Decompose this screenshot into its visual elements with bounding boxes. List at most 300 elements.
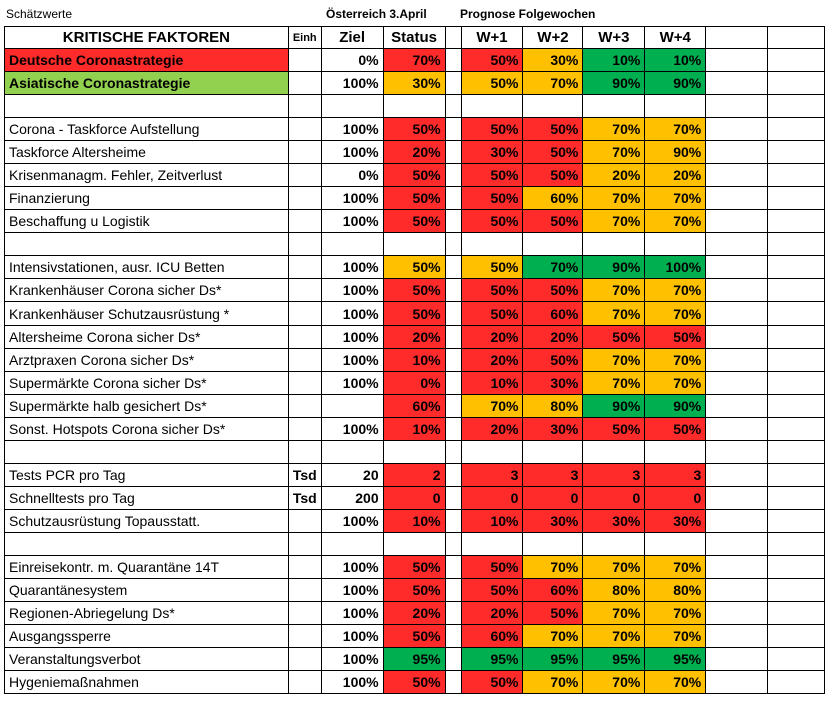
unit-cell	[288, 210, 321, 233]
status-cell: 50%	[383, 118, 445, 141]
status-cell: 95%	[383, 648, 445, 671]
target-cell: 100%	[321, 326, 383, 349]
factor-name: Quarantänesystem	[5, 579, 289, 602]
blank-cell	[523, 233, 583, 256]
extra-cell	[706, 579, 768, 602]
week-2-cell: 20%	[523, 326, 583, 349]
extra-cell	[706, 326, 768, 349]
week-3-cell: 90%	[583, 395, 645, 418]
extra-cell	[706, 279, 768, 302]
extra-cell	[768, 118, 825, 141]
week-2-cell: 70%	[523, 556, 583, 579]
blank-cell	[768, 441, 825, 464]
week-4-cell: 0	[645, 487, 706, 510]
week-4-cell: 90%	[645, 72, 706, 95]
factor-name: Tests PCR pro Tag	[5, 464, 289, 487]
header-target: Ziel	[321, 27, 383, 49]
spacer-cell	[445, 118, 461, 141]
table-row	[5, 279, 825, 302]
status-cell: 20%	[383, 326, 445, 349]
extra-cell	[706, 602, 768, 625]
header-factors: KRITISCHE FAKTOREN	[5, 27, 289, 49]
status-cell: 50%	[383, 556, 445, 579]
spacer-cell	[445, 418, 461, 441]
table-row	[5, 464, 825, 487]
extra-cell	[768, 510, 825, 533]
blank-cell	[768, 233, 825, 256]
blank-cell	[706, 533, 768, 556]
week-1-cell: 50%	[461, 279, 523, 302]
spacer-cell	[445, 210, 461, 233]
blank-cell	[445, 95, 461, 118]
week-2-cell: 50%	[523, 141, 583, 164]
week-2-cell: 60%	[523, 302, 583, 326]
unit-cell	[288, 164, 321, 187]
table-row	[5, 164, 825, 187]
extra-cell	[768, 279, 825, 302]
week-3-cell: 70%	[583, 118, 645, 141]
extra-cell	[706, 372, 768, 395]
unit-cell: Tsd	[288, 464, 321, 487]
spacer-cell	[445, 602, 461, 625]
week-4-cell: 70%	[645, 187, 706, 210]
status-cell: 50%	[383, 187, 445, 210]
table-row	[5, 49, 825, 72]
table-row	[5, 487, 825, 510]
header-week-2: W+2	[523, 27, 583, 49]
status-cell: 0	[383, 487, 445, 510]
spacer-cell	[445, 349, 461, 372]
target-cell	[321, 395, 383, 418]
header-spacer	[445, 27, 461, 49]
target-cell: 100%	[321, 279, 383, 302]
extra-cell	[768, 49, 825, 72]
week-3-cell: 0	[583, 487, 645, 510]
target-cell: 100%	[321, 302, 383, 326]
unit-cell	[288, 418, 321, 441]
target-cell: 100%	[321, 349, 383, 372]
table-row	[5, 118, 825, 141]
extra-cell	[706, 487, 768, 510]
target-cell: 0%	[321, 164, 383, 187]
unit-cell	[288, 510, 321, 533]
target-cell: 100%	[321, 72, 383, 95]
unit-cell	[288, 602, 321, 625]
target-cell: 100%	[321, 210, 383, 233]
week-2-cell: 70%	[523, 671, 583, 694]
table-row	[5, 72, 825, 95]
week-4-cell: 90%	[645, 141, 706, 164]
unit-cell	[288, 72, 321, 95]
extra-cell	[706, 671, 768, 694]
spacer-cell	[445, 141, 461, 164]
week-2-cell: 30%	[523, 510, 583, 533]
week-1-cell: 50%	[461, 164, 523, 187]
header-row	[5, 27, 825, 49]
table-row	[5, 326, 825, 349]
status-cell: 2	[383, 464, 445, 487]
target-cell: 100%	[321, 256, 383, 279]
factors-table	[4, 26, 825, 694]
week-1-cell: 20%	[461, 349, 523, 372]
blank-row	[5, 533, 825, 556]
unit-cell	[288, 326, 321, 349]
extra-cell	[706, 72, 768, 95]
blank-cell	[5, 533, 289, 556]
week-1-cell: 60%	[461, 625, 523, 648]
week-3-cell: 70%	[583, 372, 645, 395]
factor-name: Veranstaltungsverbot	[5, 648, 289, 671]
status-cell: 50%	[383, 164, 445, 187]
target-cell: 20	[321, 464, 383, 487]
week-1-cell: 50%	[461, 302, 523, 326]
week-4-cell: 70%	[645, 671, 706, 694]
header-extra-1	[706, 27, 768, 49]
extra-cell	[706, 210, 768, 233]
table-row	[5, 210, 825, 233]
spacer-cell	[445, 487, 461, 510]
header-week-4: W+4	[645, 27, 706, 49]
blank-cell	[383, 95, 445, 118]
spacer-cell	[445, 464, 461, 487]
blank-cell	[461, 95, 523, 118]
week-4-cell: 10%	[645, 49, 706, 72]
status-cell: 60%	[383, 395, 445, 418]
factor-name: Taskforce Altersheime	[5, 141, 289, 164]
blank-cell	[321, 533, 383, 556]
extra-cell	[768, 579, 825, 602]
spacer-cell	[445, 72, 461, 95]
factor-name: Schnelltests pro Tag	[5, 487, 289, 510]
table-row	[5, 256, 825, 279]
blank-cell	[461, 441, 523, 464]
week-2-cell: 50%	[523, 349, 583, 372]
caption-forecast: Prognose Folgewochen	[460, 7, 596, 21]
extra-cell	[768, 256, 825, 279]
unit-cell: Tsd	[288, 487, 321, 510]
week-1-cell: 30%	[461, 141, 523, 164]
week-2-cell: 50%	[523, 118, 583, 141]
week-3-cell: 95%	[583, 648, 645, 671]
week-1-cell: 0	[461, 487, 523, 510]
blank-cell	[321, 233, 383, 256]
week-3-cell: 90%	[583, 256, 645, 279]
blank-cell	[445, 441, 461, 464]
week-4-cell: 70%	[645, 372, 706, 395]
blank-cell	[645, 441, 706, 464]
spacer-cell	[445, 256, 461, 279]
extra-cell	[706, 49, 768, 72]
status-cell: 50%	[383, 671, 445, 694]
extra-cell	[768, 464, 825, 487]
status-cell: 0%	[383, 372, 445, 395]
target-cell: 0%	[321, 49, 383, 72]
factor-name: Finanzierung	[5, 187, 289, 210]
extra-cell	[768, 602, 825, 625]
factor-name: Ausgangssperre	[5, 625, 289, 648]
blank-cell	[583, 533, 645, 556]
factor-name: Sonst. Hotspots Corona sicher Ds*	[5, 418, 289, 441]
table-row	[5, 302, 825, 326]
blank-cell	[768, 533, 825, 556]
caption-estimates: Schätzwerte	[6, 7, 73, 21]
week-2-cell: 70%	[523, 625, 583, 648]
blank-cell	[706, 95, 768, 118]
status-cell: 50%	[383, 210, 445, 233]
caption-country-date: Österreich 3.April	[326, 7, 427, 21]
blank-cell	[645, 95, 706, 118]
week-2-cell: 50%	[523, 279, 583, 302]
week-4-cell: 70%	[645, 602, 706, 625]
blank-cell	[645, 533, 706, 556]
unit-cell	[288, 187, 321, 210]
unit-cell	[288, 579, 321, 602]
week-2-cell: 70%	[523, 256, 583, 279]
week-3-cell: 70%	[583, 141, 645, 164]
spacer-cell	[445, 372, 461, 395]
table-row	[5, 349, 825, 372]
week-3-cell: 3	[583, 464, 645, 487]
week-2-cell: 50%	[523, 164, 583, 187]
table-row	[5, 372, 825, 395]
blank-cell	[583, 441, 645, 464]
factor-name: Corona - Taskforce Aufstellung	[5, 118, 289, 141]
unit-cell	[288, 256, 321, 279]
caption-bar	[0, 0, 825, 26]
status-cell: 10%	[383, 349, 445, 372]
factor-name: Hygeniemaßnahmen	[5, 671, 289, 694]
blank-cell	[645, 233, 706, 256]
status-cell: 70%	[383, 49, 445, 72]
extra-cell	[768, 625, 825, 648]
header-status: Status	[383, 27, 445, 49]
blank-cell	[461, 233, 523, 256]
unit-cell	[288, 395, 321, 418]
week-3-cell: 70%	[583, 279, 645, 302]
week-3-cell: 70%	[583, 349, 645, 372]
factor-name: Supermärkte halb gesichert Ds*	[5, 395, 289, 418]
blank-cell	[445, 533, 461, 556]
factor-name: Regionen-Abriegelung Ds*	[5, 602, 289, 625]
spacer-cell	[445, 579, 461, 602]
extra-cell	[768, 302, 825, 326]
extra-cell	[768, 349, 825, 372]
blank-cell	[523, 95, 583, 118]
table-row	[5, 671, 825, 694]
unit-cell	[288, 302, 321, 326]
blank-cell	[5, 233, 289, 256]
week-3-cell: 30%	[583, 510, 645, 533]
week-3-cell: 70%	[583, 625, 645, 648]
target-cell: 100%	[321, 118, 383, 141]
week-1-cell: 20%	[461, 418, 523, 441]
week-4-cell: 20%	[645, 164, 706, 187]
week-4-cell: 30%	[645, 510, 706, 533]
factor-name: Intensivstationen, ausr. ICU Betten	[5, 256, 289, 279]
target-cell: 100%	[321, 648, 383, 671]
spacer-cell	[445, 49, 461, 72]
week-1-cell: 50%	[461, 256, 523, 279]
week-3-cell: 50%	[583, 326, 645, 349]
blank-cell	[288, 233, 321, 256]
extra-cell	[768, 487, 825, 510]
week-2-cell: 60%	[523, 579, 583, 602]
week-2-cell: 50%	[523, 602, 583, 625]
spacer-cell	[445, 187, 461, 210]
table-row	[5, 141, 825, 164]
extra-cell	[768, 418, 825, 441]
unit-cell	[288, 671, 321, 694]
extra-cell	[768, 187, 825, 210]
table-row	[5, 602, 825, 625]
blank-cell	[706, 233, 768, 256]
table-row	[5, 187, 825, 210]
week-4-cell: 80%	[645, 579, 706, 602]
spacer-cell	[445, 279, 461, 302]
week-3-cell: 70%	[583, 556, 645, 579]
week-4-cell: 70%	[645, 279, 706, 302]
factor-name: Asiatische Coronastrategie	[5, 72, 289, 95]
week-4-cell: 70%	[645, 556, 706, 579]
week-2-cell: 0	[523, 487, 583, 510]
table-row	[5, 556, 825, 579]
week-3-cell: 70%	[583, 210, 645, 233]
factor-name: Altersheime Corona sicher Ds*	[5, 326, 289, 349]
blank-cell	[5, 441, 289, 464]
spacer-cell	[445, 510, 461, 533]
week-2-cell: 60%	[523, 187, 583, 210]
factor-name: Beschaffung u Logistik	[5, 210, 289, 233]
table-row	[5, 510, 825, 533]
unit-cell	[288, 279, 321, 302]
week-4-cell: 95%	[645, 648, 706, 671]
spacer-cell	[445, 648, 461, 671]
week-2-cell: 3	[523, 464, 583, 487]
blank-cell	[5, 95, 289, 118]
extra-cell	[706, 510, 768, 533]
extra-cell	[706, 625, 768, 648]
unit-cell	[288, 141, 321, 164]
target-cell: 100%	[321, 141, 383, 164]
status-cell: 20%	[383, 141, 445, 164]
blank-cell	[321, 95, 383, 118]
extra-cell	[706, 141, 768, 164]
week-4-cell: 70%	[645, 302, 706, 326]
blank-cell	[321, 441, 383, 464]
target-cell: 100%	[321, 625, 383, 648]
factor-name: Arztpraxen Corona sicher Ds*	[5, 349, 289, 372]
week-1-cell: 50%	[461, 579, 523, 602]
blank-cell	[706, 441, 768, 464]
unit-cell	[288, 372, 321, 395]
week-2-cell: 80%	[523, 395, 583, 418]
extra-cell	[768, 671, 825, 694]
table-row	[5, 648, 825, 671]
unit-cell	[288, 625, 321, 648]
status-cell: 20%	[383, 602, 445, 625]
week-4-cell: 70%	[645, 210, 706, 233]
table-row	[5, 625, 825, 648]
status-cell: 10%	[383, 418, 445, 441]
week-1-cell: 50%	[461, 210, 523, 233]
target-cell: 100%	[321, 510, 383, 533]
week-1-cell: 50%	[461, 671, 523, 694]
week-3-cell: 70%	[583, 671, 645, 694]
header-extra-2	[768, 27, 825, 49]
extra-cell	[706, 302, 768, 326]
extra-cell	[768, 648, 825, 671]
header-week-3: W+3	[583, 27, 645, 49]
status-cell: 10%	[383, 510, 445, 533]
target-cell: 100%	[321, 579, 383, 602]
blank-cell	[288, 95, 321, 118]
week-1-cell: 50%	[461, 556, 523, 579]
blank-cell	[583, 95, 645, 118]
week-2-cell: 30%	[523, 418, 583, 441]
target-cell: 100%	[321, 187, 383, 210]
header-unit: Einh	[288, 27, 321, 49]
status-cell: 50%	[383, 279, 445, 302]
blank-cell	[383, 233, 445, 256]
spacer-cell	[445, 326, 461, 349]
blank-cell	[461, 533, 523, 556]
extra-cell	[706, 464, 768, 487]
week-2-cell: 30%	[523, 49, 583, 72]
factor-name: Supermärkte Corona sicher Ds*	[5, 372, 289, 395]
week-1-cell: 3	[461, 464, 523, 487]
extra-cell	[706, 418, 768, 441]
extra-cell	[706, 349, 768, 372]
spacer-cell	[445, 395, 461, 418]
factor-name: Deutsche Coronastrategie	[5, 49, 289, 72]
extra-cell	[706, 118, 768, 141]
table-row	[5, 418, 825, 441]
extra-cell	[706, 164, 768, 187]
extra-cell	[768, 164, 825, 187]
week-3-cell: 70%	[583, 302, 645, 326]
week-1-cell: 95%	[461, 648, 523, 671]
unit-cell	[288, 648, 321, 671]
week-1-cell: 50%	[461, 72, 523, 95]
week-3-cell: 70%	[583, 602, 645, 625]
blank-row	[5, 441, 825, 464]
status-cell: 50%	[383, 256, 445, 279]
week-4-cell: 100%	[645, 256, 706, 279]
week-2-cell: 30%	[523, 372, 583, 395]
unit-cell	[288, 118, 321, 141]
spacer-cell	[445, 671, 461, 694]
extra-cell	[768, 395, 825, 418]
blank-cell	[445, 233, 461, 256]
target-cell: 100%	[321, 671, 383, 694]
target-cell: 100%	[321, 372, 383, 395]
week-2-cell: 95%	[523, 648, 583, 671]
extra-cell	[768, 326, 825, 349]
week-3-cell: 10%	[583, 49, 645, 72]
target-cell: 100%	[321, 602, 383, 625]
week-1-cell: 10%	[461, 510, 523, 533]
factor-name: Krankenhäuser Corona sicher Ds*	[5, 279, 289, 302]
extra-cell	[768, 72, 825, 95]
blank-cell	[768, 95, 825, 118]
status-cell: 30%	[383, 72, 445, 95]
week-4-cell: 50%	[645, 326, 706, 349]
extra-cell	[768, 141, 825, 164]
week-3-cell: 20%	[583, 164, 645, 187]
week-1-cell: 50%	[461, 187, 523, 210]
target-cell: 200	[321, 487, 383, 510]
factor-name: Einreisekontr. m. Quarantäne 14T	[5, 556, 289, 579]
